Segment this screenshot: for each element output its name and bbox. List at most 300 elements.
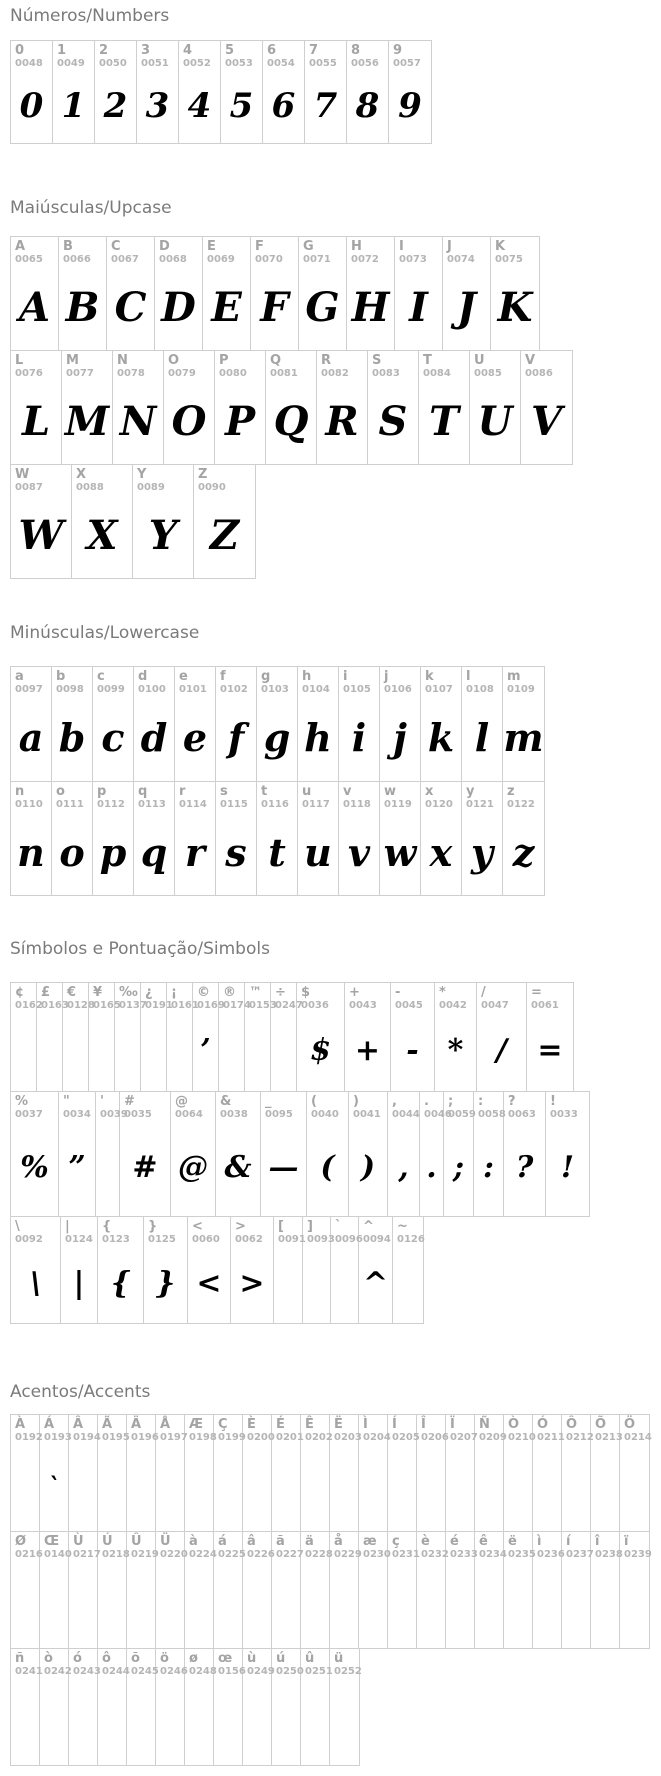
cell-glyph: [189, 1561, 213, 1646]
cell-code-label: 0039: [100, 1109, 128, 1120]
glyph-cell-0047: [477, 983, 527, 1091]
cell-glyph: ^: [362, 1266, 389, 1301]
cell-code-label: 0124: [65, 1234, 93, 1245]
glyph-cell-0197: [156, 1415, 188, 1531]
cell-glyph: [44, 1561, 68, 1646]
cell-glyph: [334, 1444, 358, 1529]
cell-glyph: x: [429, 829, 453, 875]
cell-char-label: Q: [270, 353, 282, 368]
cell-glyph: [624, 1561, 649, 1646]
glyph-cell-0200: [243, 1415, 275, 1531]
cell-char-label: h: [302, 669, 312, 684]
glyph-row: [10, 1091, 590, 1217]
glyph-cell-0169: [193, 983, 225, 1091]
cell-code-label: 0108: [466, 684, 494, 695]
cell-glyph: [41, 1012, 62, 1089]
cell-glyph: U: [477, 397, 513, 445]
cell-code-label: 0105: [343, 684, 371, 695]
cell-char-label: S: [372, 353, 382, 368]
cell-glyph: ;: [452, 1150, 465, 1185]
glyph-cell-0251: [301, 1649, 333, 1765]
cell-code-label: 0093: [307, 1234, 335, 1245]
glyph-cell-0055: [305, 41, 347, 143]
cell-char-label: L: [15, 353, 24, 368]
glyph-cell-0094: [359, 1217, 393, 1323]
cell-code-label: 0034: [63, 1109, 91, 1120]
cell-char-label: @: [175, 1094, 188, 1109]
cell-code-label: 0106: [384, 684, 412, 695]
cell-glyph: N: [119, 397, 157, 445]
cell-glyph: [102, 1444, 126, 1529]
glyph-cell-0137: [115, 983, 147, 1091]
cell-glyph: =: [537, 1033, 563, 1068]
cell-code-label: 0061: [531, 1000, 559, 1011]
cell-glyph: ’: [200, 1033, 211, 1068]
cell-code-label: 0079: [168, 368, 196, 379]
cell-glyph: `: [48, 1472, 60, 1501]
glyph-cell-0230: [359, 1532, 391, 1648]
glyph-cell-0079: [164, 351, 215, 464]
cell-char-label: ÷: [275, 985, 286, 1000]
section-lowercase: [0, 623, 661, 896]
section-uppercase: [0, 198, 661, 579]
cell-code-label: 0242: [44, 1666, 72, 1677]
cell-code-label: 0224: [189, 1549, 217, 1560]
cell-code-label: 0091: [278, 1234, 306, 1245]
cell-char-label: Ë: [334, 1417, 343, 1432]
cell-glyph: v: [347, 829, 371, 875]
cell-glyph: 3: [145, 85, 170, 126]
cell-char-label: Ò: [508, 1417, 520, 1432]
cell-glyph: F: [260, 283, 289, 331]
cell-glyph: [508, 1444, 532, 1529]
glyph-cell-0192: [11, 1415, 43, 1531]
glyph-cell-0112: [93, 782, 134, 895]
cell-glyph: 8: [355, 85, 380, 126]
cell-char-label: é: [450, 1534, 459, 1549]
glyph-cell-0070: [251, 237, 299, 350]
cell-code-label: 0238: [595, 1549, 623, 1560]
glyph-cell-0218: [98, 1532, 130, 1648]
cell-code-label: 0195: [102, 1432, 130, 1443]
cell-char-label: Û: [131, 1534, 142, 1549]
cell-char-label: ©: [197, 985, 210, 1000]
glyph-cell-0128: [63, 983, 95, 1091]
section-title-symbols: Símbolos e Pontuação/Simbols: [10, 939, 270, 959]
glyph-cell-0037: [11, 1092, 59, 1216]
cell-glyph: r: [184, 829, 206, 875]
cell-char-label: ¿: [145, 985, 153, 1000]
glyph-cell-0098: [52, 667, 93, 781]
glyph-cell-0163: [37, 983, 69, 1091]
glyph-cell-0062: [231, 1217, 274, 1323]
cell-glyph: b: [58, 715, 86, 760]
cell-char-label: ô: [102, 1651, 111, 1666]
cell-char-label: X: [76, 467, 87, 482]
cell-code-label: 0237: [566, 1549, 594, 1560]
cell-glyph: E: [211, 283, 242, 331]
cell-glyph: R: [325, 397, 359, 445]
cell-char-label: `: [335, 1219, 342, 1234]
glyph-cell-0238: [591, 1532, 623, 1648]
cell-code-label: 0244: [102, 1666, 130, 1677]
cell-code-label: 0050: [99, 58, 127, 69]
cell-glyph: B: [65, 283, 100, 331]
cell-char-label: ï: [624, 1534, 629, 1549]
cell-code-label: 0233: [450, 1549, 478, 1560]
cell-glyph: 0: [19, 85, 44, 126]
cell-char-label: l: [466, 669, 471, 684]
glyph-cell-0114: [175, 782, 216, 895]
cell-char-label: ã: [276, 1534, 285, 1549]
cell-char-label: T: [423, 353, 432, 368]
cell-char-label: m: [507, 669, 521, 684]
glyph-cell-0111: [52, 782, 93, 895]
cell-code-label: 0055: [309, 58, 337, 69]
glyph-cell-0054: [263, 41, 305, 143]
cell-glyph: #: [132, 1150, 158, 1185]
cell-char-label: {: [102, 1219, 112, 1234]
cell-glyph: 4: [187, 85, 212, 126]
cell-glyph: j: [393, 715, 407, 760]
cell-char-label: Ô: [566, 1417, 578, 1432]
glyph-row: [10, 666, 545, 782]
cell-char-label: 3: [141, 43, 151, 58]
cell-char-label: ¡: [171, 985, 177, 1000]
cell-glyph: !: [560, 1150, 575, 1185]
cell-code-label: 0089: [137, 482, 165, 493]
cell-char-label: &: [220, 1094, 232, 1109]
section-title-lowercase: Minúsculas/Lowercase: [10, 623, 200, 643]
cell-code-label: 0192: [15, 1432, 43, 1443]
glyph-cell-0081: [266, 351, 317, 464]
cell-code-label: 0203: [334, 1432, 362, 1443]
cell-glyph: [160, 1444, 184, 1529]
cell-code-label: 0048: [15, 58, 43, 69]
cell-code-label: 0043: [349, 1000, 377, 1011]
glyph-cell-0125: [144, 1217, 188, 1323]
cell-glyph: [392, 1444, 416, 1529]
cell-glyph: *: [447, 1033, 464, 1068]
cell-glyph: [160, 1678, 184, 1763]
section-numbers: [0, 6, 661, 144]
cell-glyph: l: [474, 715, 490, 760]
cell-char-label: Å: [160, 1417, 171, 1432]
cell-glyph: W: [18, 511, 64, 559]
cell-glyph: ?: [515, 1150, 534, 1185]
cell-code-label: 0058: [478, 1109, 506, 1120]
glyph-cell-0092: [11, 1217, 61, 1323]
glyph-row: [10, 1531, 650, 1649]
cell-code-label: 0156: [218, 1666, 246, 1677]
cell-char-label: E: [207, 239, 216, 254]
cell-code-label: 0243: [73, 1666, 101, 1677]
cell-glyph: t: [268, 829, 286, 875]
cell-char-label: Â: [73, 1417, 84, 1432]
glyph-cell-0126: [393, 1217, 423, 1323]
glyph-cell-0084: [419, 351, 470, 464]
glyph-cell-0085: [470, 351, 521, 464]
cell-code-label: 0225: [218, 1549, 246, 1560]
glyph-cell-0225: [214, 1532, 246, 1648]
cell-char-label: í: [566, 1534, 571, 1549]
glyph-cell-0193: [40, 1415, 72, 1531]
cell-glyph: [595, 1561, 619, 1646]
cell-char-label: Á: [44, 1417, 55, 1432]
cell-glyph: c: [101, 715, 125, 760]
glyph-cell-0077: [62, 351, 113, 464]
cell-glyph: [421, 1561, 445, 1646]
glyph-cell-0106: [380, 667, 421, 781]
glyph-cell-0212: [562, 1415, 594, 1531]
cell-char-label: }: [148, 1219, 158, 1234]
cell-code-label: 0036: [301, 1000, 329, 1011]
cell-glyph: [93, 1012, 114, 1089]
glyph-cell-0066: [59, 237, 107, 350]
glyph-cell-0246: [156, 1649, 188, 1765]
cell-glyph: Q: [273, 397, 309, 445]
glyph-cell-0044: [388, 1092, 420, 1216]
cell-glyph: [15, 1561, 39, 1646]
cell-glyph: [249, 1012, 270, 1089]
cell-char-label: A: [15, 239, 26, 254]
glyph-cell-0107: [421, 667, 462, 781]
glyph-cell-0061: [527, 983, 573, 1091]
glyph-cell-0076: [11, 351, 62, 464]
cell-char-label: ]: [307, 1219, 313, 1234]
glyph-table-symbols: [10, 982, 661, 1324]
cell-glyph: [119, 1012, 140, 1089]
cell-glyph: [73, 1678, 97, 1763]
cell-glyph: [160, 1561, 184, 1646]
glyph-cell-0035: [120, 1092, 171, 1216]
cell-glyph: [15, 1678, 39, 1763]
glyph-cell-0244: [98, 1649, 130, 1765]
glyph-row: [10, 1648, 360, 1766]
cell-glyph: i: [351, 715, 367, 760]
cell-glyph: 2: [103, 85, 128, 126]
glyph-row: [10, 982, 574, 1092]
cell-glyph: L: [21, 397, 51, 445]
cell-glyph: ”: [68, 1150, 86, 1185]
glyph-cell-0252: [330, 1649, 362, 1765]
glyph-cell-0162: [11, 983, 43, 1091]
cell-code-label: 0123: [102, 1234, 130, 1245]
cell-code-label: 0080: [219, 368, 247, 379]
cell-code-label: 0128: [67, 1000, 95, 1011]
cell-code-label: 0037: [15, 1109, 43, 1120]
cell-char-label: Æ: [189, 1417, 204, 1432]
cell-char-label: K: [495, 239, 506, 254]
cell-code-label: 0174: [223, 1000, 251, 1011]
cell-code-label: 0076: [15, 368, 43, 379]
cell-code-label: 0217: [73, 1549, 101, 1560]
cell-code-label: 0111: [56, 799, 84, 810]
glyph-cell-0051: [137, 41, 179, 143]
cell-char-label: 6: [267, 43, 277, 58]
cell-code-label: 0041: [353, 1109, 381, 1120]
cell-char-label: :: [478, 1094, 484, 1109]
cell-code-label: 0067: [111, 254, 139, 265]
cell-char-label: ê: [479, 1534, 488, 1549]
cell-code-label: 0121: [466, 799, 494, 810]
cell-char-label: ;: [448, 1094, 454, 1109]
section-accents: [0, 1382, 661, 1766]
section-title-accents: Acentos/Accents: [10, 1382, 151, 1402]
cell-char-label: à: [189, 1534, 198, 1549]
glyph-cell-0239: [620, 1532, 652, 1648]
glyph-cell-0069: [203, 237, 251, 350]
cell-char-label: $: [301, 985, 311, 1000]
cell-glyph: [73, 1444, 97, 1529]
glyph-cell-0078: [113, 351, 164, 464]
cell-glyph: [450, 1561, 474, 1646]
cell-code-label: 0214: [624, 1432, 652, 1443]
cell-code-label: 0082: [321, 368, 349, 379]
cell-glyph: [537, 1561, 561, 1646]
cell-char-label: Z: [198, 467, 208, 482]
glyph-cell-0233: [446, 1532, 478, 1648]
cell-char-label: ": [63, 1094, 70, 1109]
cell-code-label: 0252: [334, 1666, 362, 1677]
cell-code-label: 0204: [363, 1432, 391, 1443]
cell-glyph: [189, 1678, 213, 1763]
cell-glyph: p: [99, 829, 127, 875]
cell-glyph: [67, 1012, 88, 1089]
cell-code-label: 0102: [220, 684, 248, 695]
cell-code-label: 0162: [15, 1000, 43, 1011]
cell-code-label: 0038: [220, 1109, 248, 1120]
cell-char-label: V: [525, 353, 536, 368]
cell-glyph: [145, 1012, 166, 1089]
glyph-cell-0064: [171, 1092, 216, 1216]
glyph-cell-0248: [185, 1649, 217, 1765]
glyph-cell-0033: [546, 1092, 589, 1216]
cell-glyph: [421, 1444, 445, 1529]
cell-char-label: d: [138, 669, 148, 684]
cell-glyph: >: [239, 1266, 265, 1301]
cell-glyph: ,: [398, 1150, 409, 1185]
cell-char-label: w: [384, 784, 397, 799]
cell-char-label: Ê: [305, 1417, 314, 1432]
cell-char-label: ?: [508, 1094, 516, 1109]
cell-glyph: [392, 1561, 416, 1646]
glyph-cell-0117: [298, 782, 339, 895]
glyph-cell-0091: [274, 1217, 306, 1323]
cell-char-label: y: [466, 784, 475, 799]
cell-char-label: %: [15, 1094, 29, 1109]
cell-char-label: b: [56, 669, 66, 684]
glyph-cell-0100: [134, 667, 175, 781]
cell-code-label: 0084: [423, 368, 451, 379]
cell-code-label: 0096: [335, 1234, 363, 1245]
cell-code-label: 0193: [44, 1432, 72, 1443]
cell-code-label: 0086: [525, 368, 553, 379]
glyph-cell-0227: [272, 1532, 304, 1648]
glyph-cell-0195: [98, 1415, 130, 1531]
cell-glyph: A: [18, 283, 51, 331]
glyph-cell-0088: [72, 465, 133, 578]
cell-char-label: Ö: [624, 1417, 636, 1432]
cell-char-label: e: [179, 669, 188, 684]
glyph-cell-0058: [474, 1092, 504, 1216]
cell-char-label: >: [235, 1219, 246, 1234]
glyph-cell-0057: [389, 41, 431, 143]
cell-char-label: P: [219, 353, 229, 368]
cell-glyph: P: [224, 397, 256, 445]
cell-code-label: 0063: [508, 1109, 536, 1120]
cell-code-label: 0206: [421, 1432, 449, 1443]
cell-code-label: 0044: [392, 1109, 420, 1120]
cell-char-label: -: [395, 985, 401, 1000]
cell-code-label: 0066: [63, 254, 91, 265]
glyph-cell-0099: [93, 667, 134, 781]
cell-glyph: \: [30, 1266, 41, 1301]
cell-code-label: 0250: [276, 1666, 304, 1677]
glyph-cell-0210: [504, 1415, 536, 1531]
glyph-cell-0207: [446, 1415, 478, 1531]
cell-glyph: [566, 1444, 590, 1529]
cell-code-label: 0118: [343, 799, 371, 810]
cell-glyph: (: [320, 1150, 335, 1185]
cell-glyph: g: [263, 715, 291, 760]
cell-glyph: [44, 1678, 68, 1763]
cell-char-label: €: [67, 985, 77, 1000]
glyph-cell-0220: [156, 1532, 188, 1648]
cell-glyph: y: [470, 829, 494, 875]
glyph-cell-0039: [96, 1092, 128, 1216]
cell-glyph: [335, 1246, 358, 1321]
glyph-cell-0113: [134, 782, 175, 895]
cell-code-label: 0248: [189, 1666, 217, 1677]
cell-glyph: [102, 1678, 126, 1763]
cell-char-label: æ: [363, 1534, 377, 1549]
cell-glyph: s: [225, 829, 247, 875]
cell-char-label: ø: [189, 1651, 198, 1666]
cell-code-label: 0169: [197, 1000, 225, 1011]
cell-char-label: Ü: [160, 1534, 171, 1549]
glyph-table-accents: [10, 1414, 661, 1766]
cell-char-label: á: [218, 1534, 227, 1549]
section-symbols: [0, 939, 661, 1324]
cell-code-label: 0081: [270, 368, 298, 379]
glyph-cell-0045: [391, 983, 435, 1091]
cell-glyph: f: [227, 715, 245, 760]
cell-char-label: È: [247, 1417, 256, 1432]
cell-code-label: 0116: [261, 799, 289, 810]
cell-code-label: 0117: [302, 799, 330, 810]
cell-glyph: /: [496, 1033, 507, 1068]
cell-char-label: N: [117, 353, 128, 368]
cell-code-label: 0085: [474, 368, 502, 379]
cell-code-label: 0051: [141, 58, 169, 69]
cell-char-label: ú: [276, 1651, 286, 1666]
cell-glyph: .: [426, 1150, 437, 1185]
glyph-cell-0073: [395, 237, 443, 350]
cell-glyph: G: [305, 283, 340, 331]
cell-code-label: 0092: [15, 1234, 43, 1245]
glyph-cell-0119: [380, 782, 421, 895]
cell-char-label: (: [311, 1094, 317, 1109]
cell-char-label: Í: [392, 1417, 397, 1432]
glyph-cell-0206: [417, 1415, 449, 1531]
cell-code-label: 0211: [537, 1432, 565, 1443]
cell-code-label: 0064: [175, 1109, 203, 1120]
cell-glyph: [479, 1444, 503, 1529]
glyph-cell-0198: [185, 1415, 217, 1531]
cell-code-label: 0235: [508, 1549, 536, 1560]
cell-glyph: D: [161, 283, 196, 331]
